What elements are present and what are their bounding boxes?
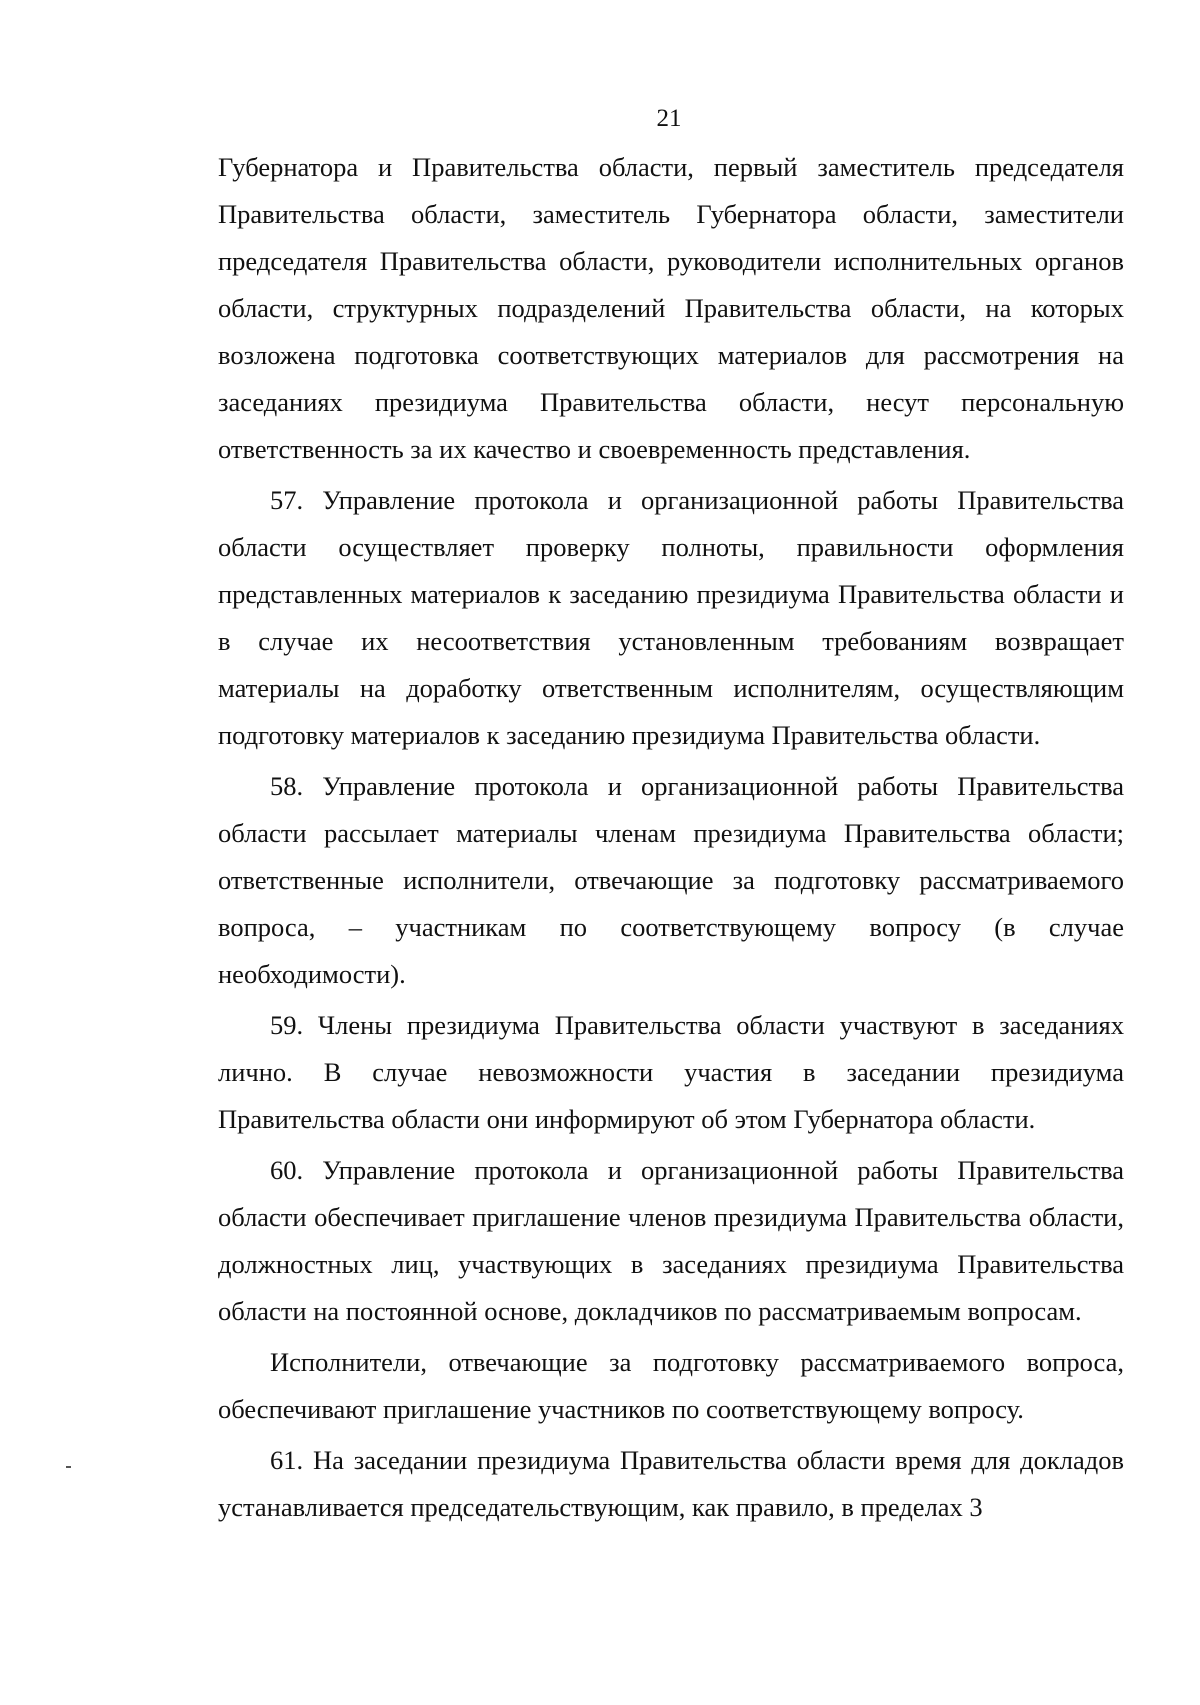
paragraph-continuation: Губернатора и Правительства области, первый заместитель председателя Правительства области, заместитель Губернатора области, заместители председателя Правительства области, руководители исполнительных органов области, структурных подразделений Правительства области, на которых возложена подготовка соответствующих материалов для рассмотрения на заседаниях президиума Правительства области, несут персональную ответственность за их качество и своевременность представления.: [218, 152, 1124, 464]
scan-artifact-mark: [66, 1466, 71, 1468]
paragraph-61: 61. На заседании президиума Правительства области время для докладов устанавливается председательствующим, как правило, в пределах 3: [218, 1445, 1124, 1522]
paragraph-60-executors: Исполнители, отвечающие за подготовку рассматриваемого вопроса, обеспечивают приглашение участников по соответствующему вопросу.: [218, 1347, 1124, 1424]
paragraph-57: 57. Управление протокола и организационной работы Правительства области осуществляет проверку полноты, правильности оформления представленных материалов к заседанию президиума Правительства области и в случае их несоответствия установленным требованиям возвращает материалы на доработку ответственным исполнителям, осуществляющим подготовку материалов к заседанию президиума Правительства области.: [218, 485, 1124, 750]
page-number: 21: [656, 105, 682, 132]
document-body: [218, 144, 1124, 1531]
paragraph-59: 59. Члены президиума Правительства области участвуют в заседаниях лично. В случае невозможности участия в заседании президиума Правительства области они информируют об этом Губернатора области.: [218, 1010, 1124, 1134]
paragraph-58: 58. Управление протокола и организационной работы Правительства области рассылает материалы членам президиума Правительства области; ответственные исполнители, отвечающие за подготовку рассматриваемого вопроса, – участникам по соответствующему вопросу (в случае необходимости).: [218, 771, 1124, 989]
paragraph-60: 60. Управление протокола и организационной работы Правительства области обеспечивает приглашение членов президиума Правительства области, должностных лиц, участвующих в заседаниях президиума Правительства области на постоянной основе, докладчиков по рассматриваемым вопросам.: [218, 1155, 1124, 1326]
